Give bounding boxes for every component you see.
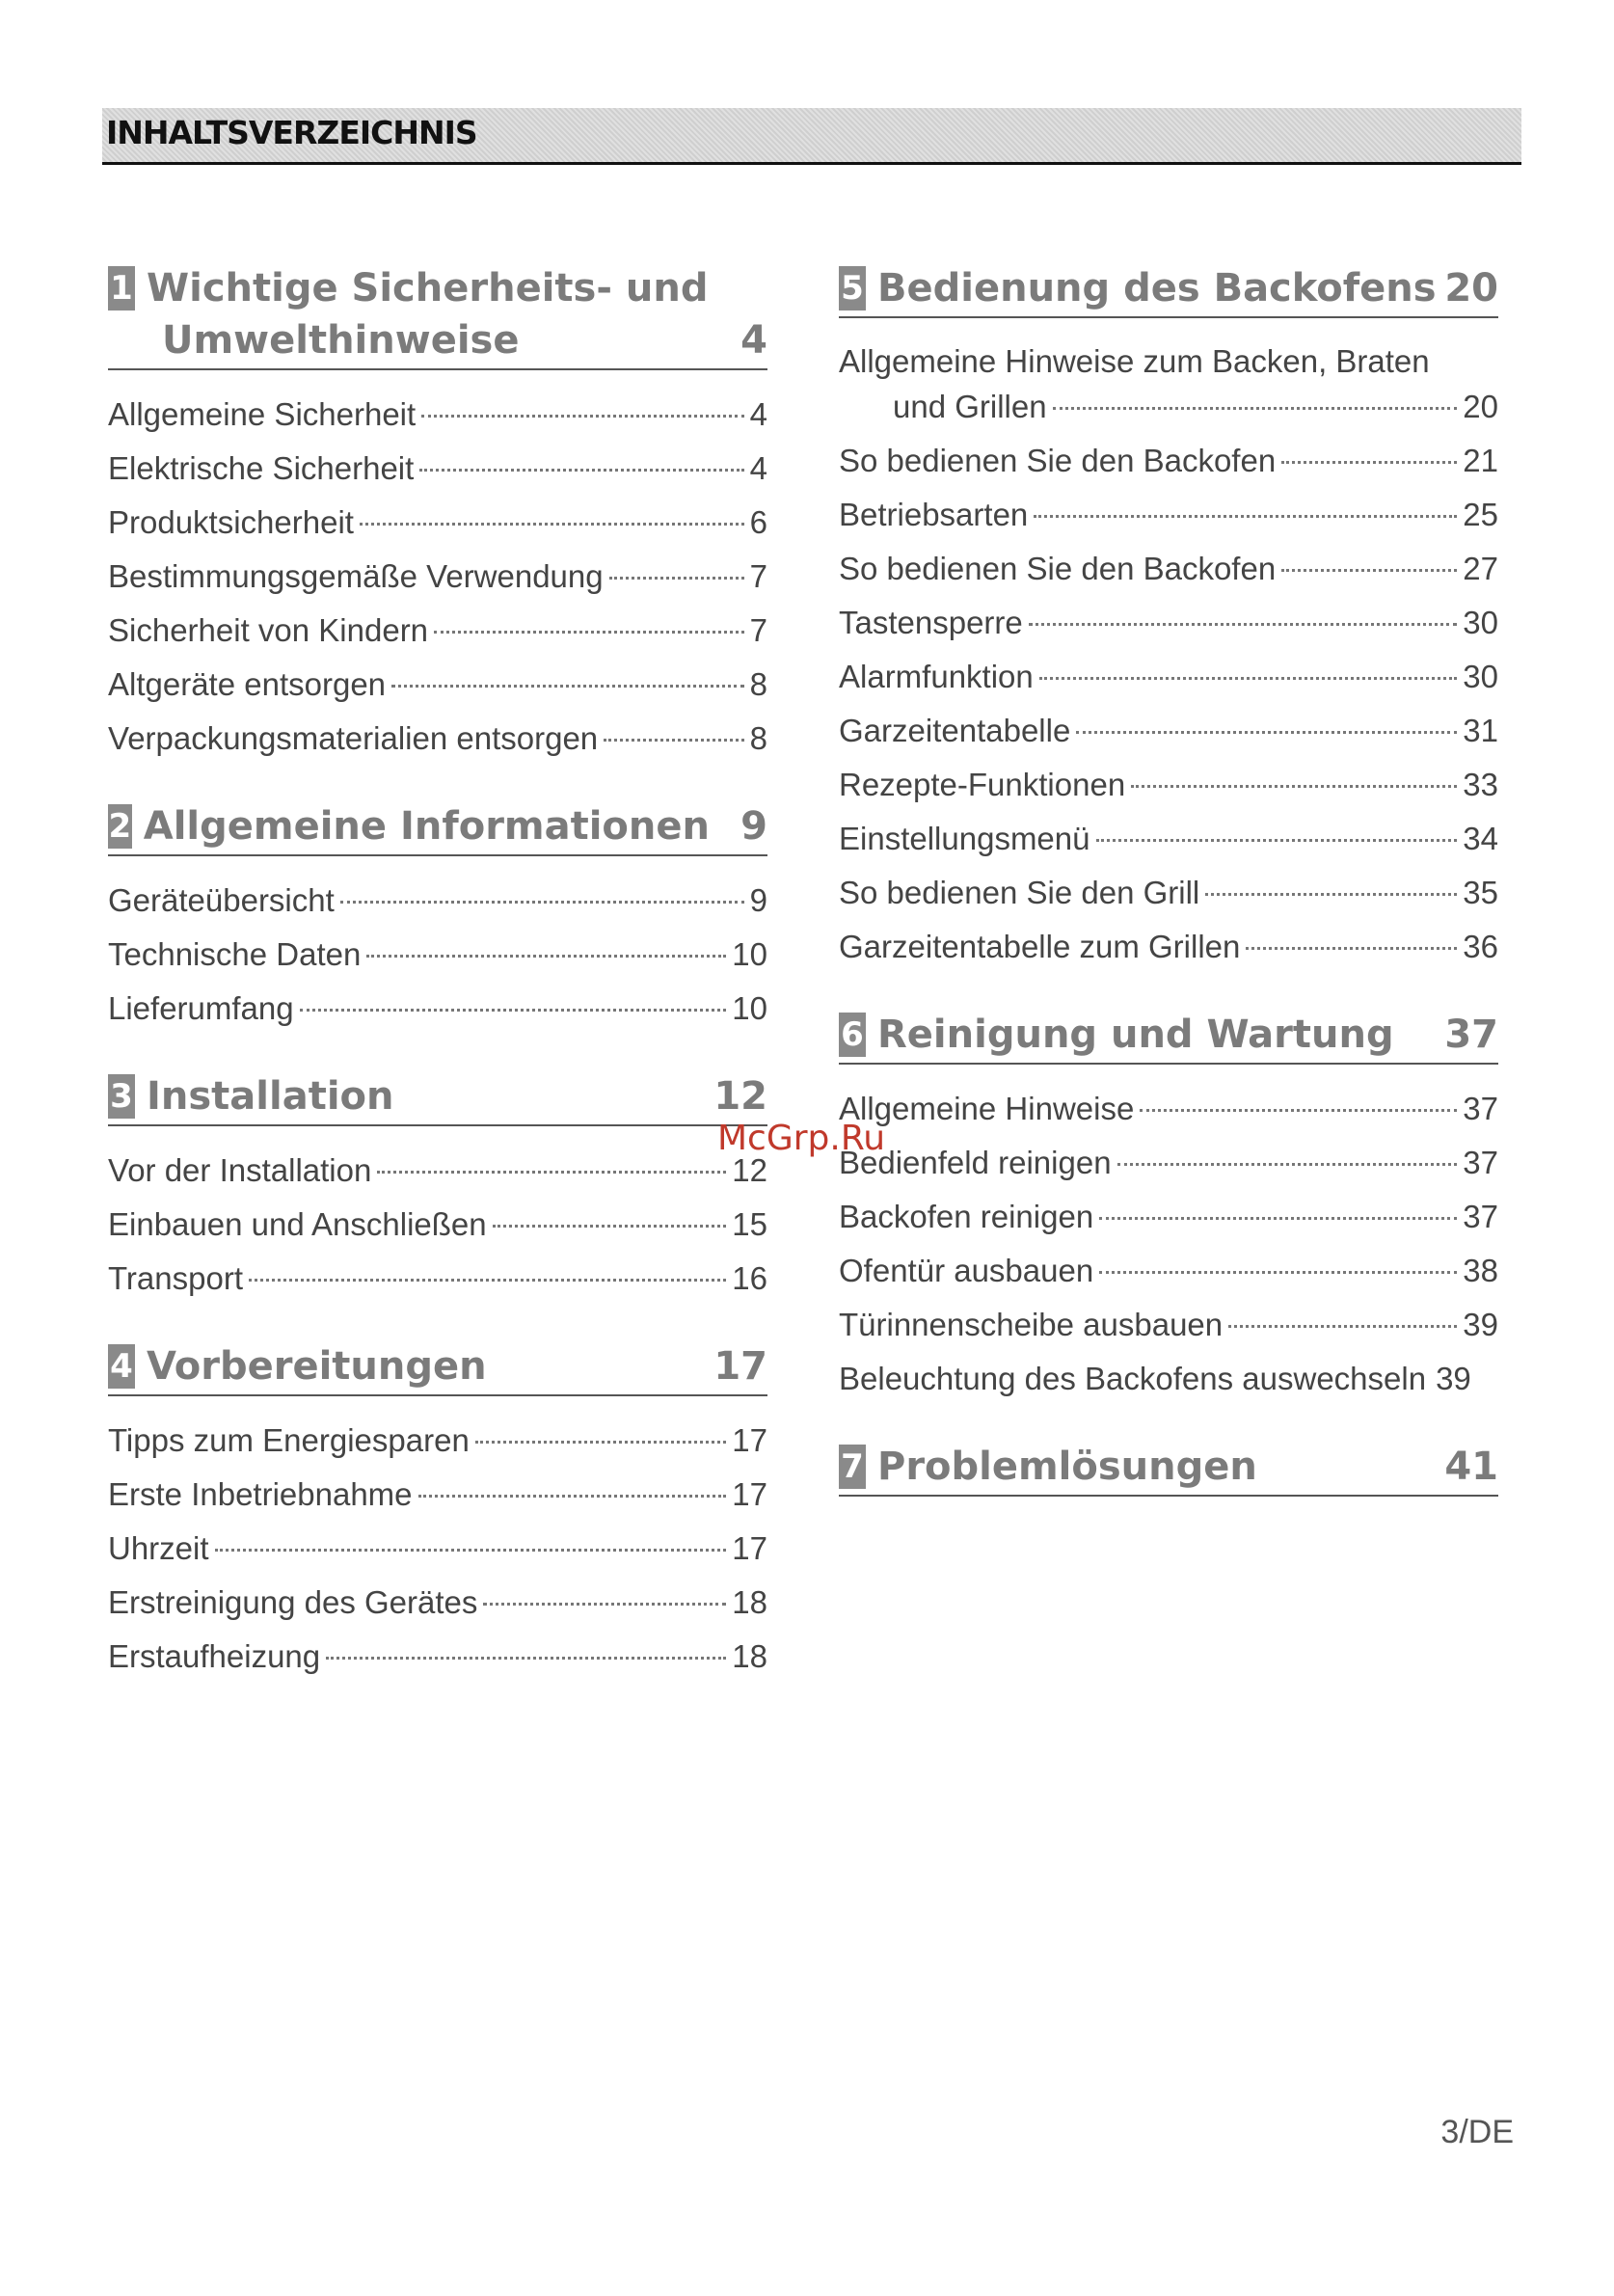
entry-page: 35: [1463, 875, 1498, 910]
entry-page: 8: [749, 666, 767, 702]
section-page: 4: [740, 318, 767, 363]
toc-entry[interactable]: [839, 1356, 1498, 1402]
toc-entry[interactable]: [108, 1418, 767, 1464]
entry-text: Altgeräte entsorgen: [108, 666, 387, 702]
leader-dots: [249, 1279, 726, 1282]
toc-entry[interactable]: [108, 446, 767, 492]
toc-entry[interactable]: [108, 554, 767, 600]
section-heading[interactable]: [839, 1441, 1498, 1497]
entry-page: 21: [1463, 443, 1498, 478]
leader-dots: [1228, 1325, 1457, 1328]
entry-text: So bedienen Sie den Backofen: [839, 551, 1277, 586]
entry-page: 8: [749, 720, 767, 756]
toc-section-2: [108, 800, 767, 1032]
section-number: 3: [108, 1074, 135, 1119]
leader-dots: [434, 631, 744, 634]
entry-page: 18: [732, 1638, 767, 1674]
leader-dots: [300, 1009, 727, 1012]
toc-entry[interactable]: [839, 438, 1498, 484]
toc-section-6: [839, 1009, 1498, 1402]
section-number: 4: [108, 1344, 135, 1389]
leader-dots: [1117, 1163, 1458, 1166]
section-number: 1: [108, 266, 135, 311]
entry-text: Erstreinigung des Gerätes: [108, 1584, 478, 1620]
entry-text: Uhrzeit: [108, 1530, 209, 1566]
leader-dots: [340, 901, 744, 904]
entry-text: Erste Inbetriebnahme: [108, 1476, 413, 1512]
entry-text: Beleuchtung des Backofens auswechseln: [839, 1361, 1427, 1396]
entry-page: 4: [749, 450, 767, 486]
toc-entry[interactable]: [839, 708, 1498, 754]
leader-dots: [483, 1603, 726, 1606]
leader-dots: [419, 469, 743, 472]
section-heading[interactable]: [108, 1340, 767, 1396]
entry-text: Transport: [108, 1260, 243, 1296]
toc-entry[interactable]: [108, 1202, 767, 1248]
toc-right-column: [839, 262, 1498, 1535]
entry-page: 37: [1463, 1145, 1498, 1180]
entry-text: Tipps zum Energiesparen: [108, 1422, 470, 1458]
toc-entry[interactable]: [839, 492, 1498, 538]
entry-text: Vor der Installation: [108, 1152, 372, 1188]
leader-dots: [377, 1171, 726, 1174]
leader-dots: [493, 1225, 727, 1228]
entry-text: Bestimmungsgemäße Verwendung: [108, 558, 604, 594]
toc-entry[interactable]: [839, 1086, 1498, 1132]
entry-page: 17: [732, 1422, 767, 1458]
leader-dots: [1205, 893, 1457, 896]
entry-text: Einbauen und Anschließen: [108, 1206, 487, 1242]
leader-dots: [421, 415, 743, 418]
entry-page: 25: [1463, 497, 1498, 532]
section-title: Problemlösungen: [877, 1445, 1257, 1489]
leader-dots: [1281, 569, 1457, 572]
entry-text: Elektrische Sicherheit: [108, 450, 415, 486]
leader-dots: [1076, 731, 1457, 734]
toc-entry[interactable]: [108, 932, 767, 978]
toc-entry[interactable]: [108, 1634, 767, 1680]
entry-text: Erstaufheizung: [108, 1638, 321, 1674]
section-title: Allgemeine Informationen: [143, 804, 710, 849]
toc-left-column: [108, 262, 767, 1718]
toc-section-7: [839, 1441, 1498, 1497]
watermark-text: McGrp.Ru: [717, 1119, 886, 1158]
toc-entry[interactable]: [108, 1526, 767, 1572]
entry-page: 37: [1463, 1199, 1498, 1234]
leader-dots: [215, 1549, 727, 1552]
toc-section-1: [108, 262, 767, 762]
leader-dots: [360, 523, 744, 526]
leader-dots: [609, 577, 744, 580]
entry-page: 20: [1463, 389, 1498, 424]
toc-section-4: [108, 1340, 767, 1680]
toc-entry[interactable]: [839, 339, 1498, 430]
toc-entry[interactable]: [108, 878, 767, 924]
entry-page: 10: [732, 990, 767, 1026]
entry-page: 39: [1436, 1361, 1471, 1396]
entry-text: Sicherheit von Kindern: [108, 612, 429, 648]
entry-page: 39: [1463, 1307, 1498, 1342]
section-page: 17: [713, 1344, 767, 1389]
section-page: 20: [1444, 266, 1498, 311]
entry-page: 34: [1463, 821, 1498, 856]
leader-dots: [1034, 515, 1457, 518]
entry-text: Allgemeine Hinweise zum Backen, Braten: [839, 343, 1430, 379]
entry-text: Ofentür ausbauen: [839, 1253, 1094, 1288]
toc-entry[interactable]: [839, 654, 1498, 700]
section-page: 41: [1444, 1445, 1498, 1489]
leader-dots: [1053, 407, 1458, 410]
leader-dots: [1039, 677, 1458, 680]
section-title: Vorbereitungen: [147, 1344, 487, 1389]
section-heading[interactable]: [108, 262, 767, 370]
entry-text: Backofen reinigen: [839, 1199, 1094, 1234]
toc-entry[interactable]: [108, 1256, 767, 1302]
toc-entry[interactable]: [839, 870, 1498, 916]
toc-entry[interactable]: [839, 816, 1498, 862]
section-heading[interactable]: [108, 800, 767, 856]
toc-section-5: [839, 262, 1498, 970]
entry-page: 17: [732, 1530, 767, 1566]
section-title: Installation: [147, 1074, 394, 1119]
leader-dots: [326, 1657, 726, 1660]
entry-page: 4: [749, 396, 767, 432]
section-heading[interactable]: [839, 1009, 1498, 1065]
entry-page: 30: [1463, 605, 1498, 640]
toc-entry[interactable]: [108, 608, 767, 654]
toc-entry[interactable]: [108, 392, 767, 438]
toc-entry[interactable]: [839, 1194, 1498, 1240]
entry-page: 12: [732, 1152, 767, 1188]
toc-entry[interactable]: [839, 1302, 1498, 1348]
entry-text: Geräteübersicht: [108, 882, 335, 918]
entry-page: 7: [749, 612, 767, 648]
leader-dots: [475, 1441, 726, 1444]
section-page: 37: [1444, 1013, 1498, 1057]
toc-entry[interactable]: [108, 1472, 767, 1518]
leader-dots: [391, 685, 744, 688]
entry-text: Produktsicherheit: [108, 504, 354, 540]
toc-section-3: [108, 1070, 767, 1302]
entry-page: 10: [732, 936, 767, 972]
section-page: 9: [740, 804, 767, 849]
toc-entry[interactable]: [108, 986, 767, 1032]
entry-text: Verpackungsmaterialien entsorgen: [108, 720, 599, 756]
leader-dots: [1246, 947, 1457, 950]
entry-page: 9: [749, 882, 767, 918]
entry-page: 16: [732, 1260, 767, 1296]
entry-text: Lieferumfang: [108, 990, 294, 1026]
section-number: 7: [839, 1445, 866, 1489]
toc-entry[interactable]: [108, 500, 767, 546]
entry-page: 31: [1463, 713, 1498, 748]
entry-text: Bedienfeld reinigen: [839, 1145, 1112, 1180]
leader-dots: [1029, 623, 1458, 626]
section-title: Reinigung und Wartung: [877, 1013, 1394, 1057]
leader-dots: [1099, 1217, 1457, 1220]
section-number: 5: [839, 266, 866, 311]
leader-dots: [366, 955, 726, 958]
toc-entry[interactable]: [839, 1140, 1498, 1186]
entry-text: So bedienen Sie den Grill: [839, 875, 1200, 910]
section-title: Bedienung des Backofens: [877, 266, 1437, 311]
toc-entry[interactable]: [108, 1580, 767, 1626]
entry-text: Allgemeine Hinweise: [839, 1091, 1135, 1126]
section-page: 12: [713, 1074, 767, 1119]
entry-text: Rezepte-Funktionen: [839, 767, 1126, 802]
page-number: 3/DE: [1440, 2114, 1514, 2150]
page-title: INHALTSVERZEICHNIS: [106, 114, 477, 151]
entry-page: 27: [1463, 551, 1498, 586]
toc-entry[interactable]: [108, 662, 767, 708]
entry-page: 38: [1463, 1253, 1498, 1288]
toc-entry[interactable]: [108, 1148, 767, 1194]
entry-page: 36: [1463, 929, 1498, 964]
section-heading[interactable]: [108, 1070, 767, 1126]
leader-dots: [1096, 839, 1458, 842]
leader-dots: [1281, 461, 1457, 464]
toc-entry[interactable]: [839, 600, 1498, 646]
entry-text: Betriebsarten: [839, 497, 1029, 532]
toc-entry[interactable]: [839, 546, 1498, 592]
toc-entry[interactable]: [839, 762, 1498, 808]
section-number: 6: [839, 1013, 866, 1057]
toc-entry[interactable]: [839, 924, 1498, 970]
entry-text: Alarmfunktion: [839, 659, 1034, 694]
entry-text: Türinnenscheibe ausbauen: [839, 1307, 1224, 1342]
entry-page: 30: [1463, 659, 1498, 694]
leader-dots: [604, 739, 743, 742]
section-title-continued: Umwelthinweise: [162, 318, 520, 363]
entry-text: Technische Daten: [108, 936, 362, 972]
entry-page: 17: [732, 1476, 767, 1512]
entry-page: 37: [1463, 1091, 1498, 1126]
entry-text: Garzeitentabelle zum Grillen: [839, 929, 1241, 964]
entry-page: 6: [749, 504, 767, 540]
entry-page: 18: [732, 1584, 767, 1620]
leader-dots: [1140, 1109, 1457, 1112]
toc-entry[interactable]: [108, 716, 767, 762]
section-title: Wichtige Sicherheits- und: [147, 266, 709, 311]
entry-text: Allgemeine Sicherheit: [108, 396, 417, 432]
entry-text-continued: und Grillen: [893, 389, 1047, 424]
section-heading[interactable]: [839, 262, 1498, 318]
entry-page: 33: [1463, 767, 1498, 802]
entry-text: So bedienen Sie den Backofen: [839, 443, 1277, 478]
toc-entry[interactable]: [839, 1248, 1498, 1294]
leader-dots: [1131, 785, 1457, 788]
entry-text: Garzeitentabelle: [839, 713, 1071, 748]
leader-dots: [1099, 1271, 1457, 1274]
entry-text: Tastensperre: [839, 605, 1023, 640]
section-number: 2: [108, 804, 132, 849]
entry-page: 15: [732, 1206, 767, 1242]
entry-page: 7: [749, 558, 767, 594]
leader-dots: [418, 1495, 727, 1498]
entry-text: Einstellungsmenü: [839, 821, 1090, 856]
